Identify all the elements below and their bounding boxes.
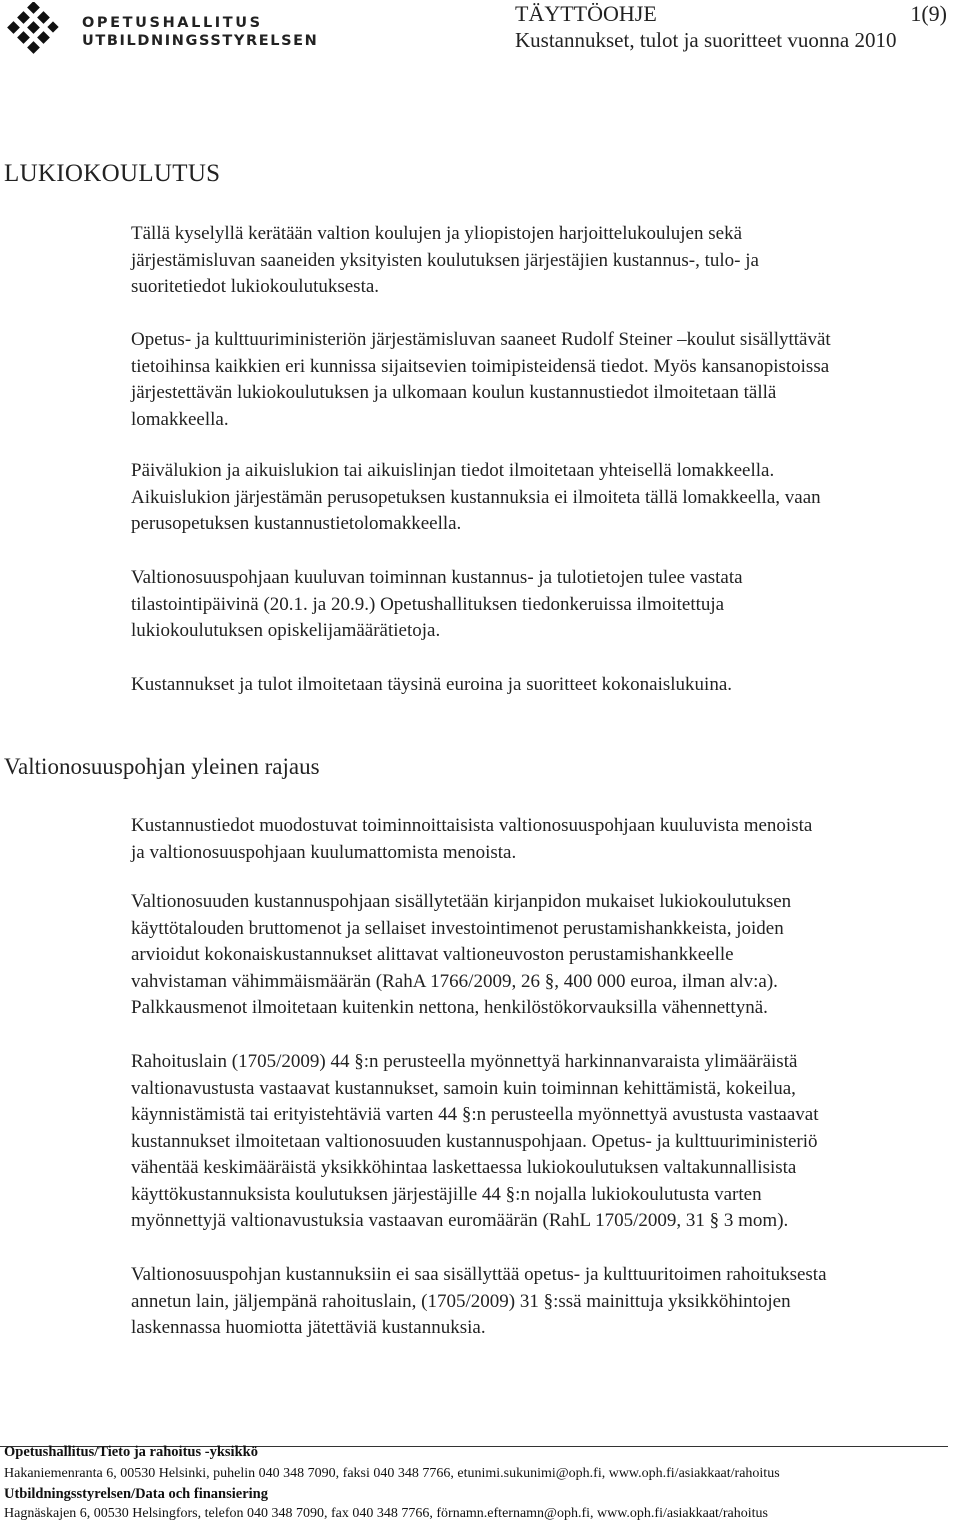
text-line: järjestämisluvan saaneiden yksityisten koulutuksen järjestäjien kustannus-, tulo- ja bbox=[131, 249, 759, 271]
text-line: Kustannukset ja tulot ilmoitetaan täysinä euroina ja suoritteet kokonaislukuina. bbox=[131, 674, 733, 695]
text-line: Aikuislukion järjestämän perusopetuksen kustannuksia ei ilmoiteta tällä lomakkeella, vaan bbox=[131, 486, 821, 508]
logo-text-swedish: UTBILDNINGSSTYRELSEN bbox=[82, 32, 319, 49]
document-header bbox=[515, 0, 947, 54]
text-line: käyttökustannuksista koulutuksen järjestäjille 44 §:n nojalla lukiokoulutusta varten bbox=[131, 1183, 762, 1205]
text-line: ja valtionosuuspohjaan kuulumattomista menoista. bbox=[131, 841, 517, 863]
text-line: kustannukset ilmoitetaan valtionosuuden kustannuspohjaan. Opetus- ja kulttuuriministeriö bbox=[131, 1130, 818, 1152]
text-line: Rahoituslain (1705/2009) 44 §:n perusteella myönnettyä harkinnanvaraista ylimääräistä bbox=[131, 1051, 798, 1072]
text-line: Valtionosuuspohjaan kuuluvan toiminnan kustannus- ja tulotietojen tulee vastata bbox=[131, 567, 743, 588]
document-type: TÄYTTÖOHJE bbox=[515, 1, 657, 26]
document-subtitle: Kustannukset, tulot ja suoritteet vuonna 2010 bbox=[515, 28, 897, 52]
text-line: Palkkausmenot ilmoitetaan kuitenkin nettona, henkilöstökorvauksilla vähennettynä. bbox=[131, 997, 768, 1018]
text-line: Tällä kyselyllä kerätään valtion koulujen ja yliopistojen harjoittelukoulujen sekä bbox=[131, 223, 742, 244]
text-line: laskennassa huomiotta jätettäviä kustannuksia. bbox=[131, 1317, 486, 1338]
text-line: käyttötalouden bruttomenot ja sellaiset investointimenot perustamishankkeista, joiden bbox=[131, 917, 784, 939]
intro-paragraph bbox=[131, 458, 960, 538]
text-line: Kustannustiedot muodostuvat toiminnoittaisista valtionosuuspohjaan kuuluvista menoista bbox=[131, 815, 813, 836]
section-title: Valtionosuuspohjan yleinen rajaus bbox=[4, 754, 320, 779]
text-line: vahvistaman vähimmäismäärän (RahA 1766/2009, 26 §, 400 000 euroa, ilman alv:a). bbox=[131, 970, 778, 992]
logo-text-finnish: OPETUSHALLITUS bbox=[82, 15, 263, 31]
text-line: tietoihinsa kaikkien eri kunnissa sijaitsevien toimipisteidensä tiedot. Myös kansanopistoissa bbox=[131, 355, 830, 377]
text-line: annetun lain, jäljempänä rahoituslain, (1705/2009) 31 §:ssä mainittuja yksikköhintojen bbox=[131, 1290, 791, 1312]
text-line: Päivälukion ja aikuislukion tai aikuislinjan tiedot ilmoitetaan yhteisellä lomakkeella. bbox=[131, 460, 775, 481]
text-line: tilastointipäivinä (20.1. ja 20.9.) Opetushallituksen tiedonkeruissa ilmoitettuja bbox=[131, 593, 725, 615]
text-line: valtionavustusta vastaavat kustannukset, samoin kuin toiminnan kehittämistä, kokeilua, bbox=[131, 1077, 796, 1099]
organization-logo bbox=[4, 2, 318, 58]
footer-org-finnish: Opetushallitus/Tieto ja rahoitus -yksikkö bbox=[4, 1444, 258, 1460]
diamond-grid-logo-icon bbox=[4, 2, 60, 58]
text-line: myönnettyjä valtionavustuksia vastaavan euromäärän (RahL 1705/2009, 31 § 3 mom). bbox=[131, 1210, 789, 1231]
text-line: Opetus- ja kulttuuriministeriön järjestämisluvan saaneet Rudolf Steiner –koulut sisällyttävät bbox=[131, 329, 831, 350]
text-line: vähentää keskimääräistä yksikköhintaa laskettaessa lukiokoulutuksen valtakunnallisista bbox=[131, 1157, 797, 1178]
intro-paragraph bbox=[131, 221, 960, 301]
footer-org-swedish: Utbildningsstyrelsen/Data och finansiering bbox=[4, 1486, 268, 1502]
text-line: Valtionosuuden kustannuspohjaan sisällytetään kirjanpidon mukaiset lukiokoulutuksen bbox=[131, 891, 792, 912]
text-line: perusopetuksen kustannustietolomakkeella. bbox=[131, 513, 462, 534]
section-paragraph bbox=[131, 889, 960, 1022]
text-line: lukiokoulutuksen opiskelijamäärätietoja. bbox=[131, 620, 441, 641]
page-number: 1(9) bbox=[910, 1, 947, 26]
text-line: lomakkeella. bbox=[131, 408, 229, 430]
intro-paragraph bbox=[131, 565, 960, 645]
section-paragraph bbox=[131, 1049, 960, 1235]
text-line: Valtionosuuspohjan kustannuksiin ei saa sisällyttää opetus- ja kulttuuritoimen rahoituksesta bbox=[131, 1264, 827, 1285]
text-line: arvioidut kokonaiskustannukset alittavat valtioneuvoston perustamishankkeelle bbox=[131, 944, 734, 965]
text-line: käynnistämistä tai erityistehtäviä varten 44 §:n perusteella myönnettyä avustusta vastaavat bbox=[131, 1104, 819, 1125]
footer-address-finnish: Hakaniemenranta 6, 00530 Helsinki, puhelin 040 348 7090, faksi 040 348 7766, etunimi.sukunimi@oph.fi, www.oph.fi/asiakkaat/rahoitus bbox=[4, 1466, 780, 1481]
text-line: suoritetiedot lukiokoulutuksesta. bbox=[131, 276, 380, 297]
section-paragraph bbox=[131, 813, 960, 866]
page-title: LUKIOKOULUTUS bbox=[4, 160, 221, 187]
footer-address-swedish: Hagnäskajen 6, 00530 Helsingfors, telefon 040 348 7090, fax 040 348 7766, förnamn.efternamn@oph.fi, www.oph.fi/asiakkaat/rahoitus bbox=[4, 1506, 768, 1521]
intro-paragraph bbox=[131, 327, 960, 433]
section-paragraph bbox=[131, 1262, 960, 1342]
intro-paragraph bbox=[131, 672, 960, 699]
text-line: järjestettävän lukiokoulutuksen ja ulkomaan koulun kustannustiedot ilmoitetaan tällä bbox=[131, 382, 777, 403]
